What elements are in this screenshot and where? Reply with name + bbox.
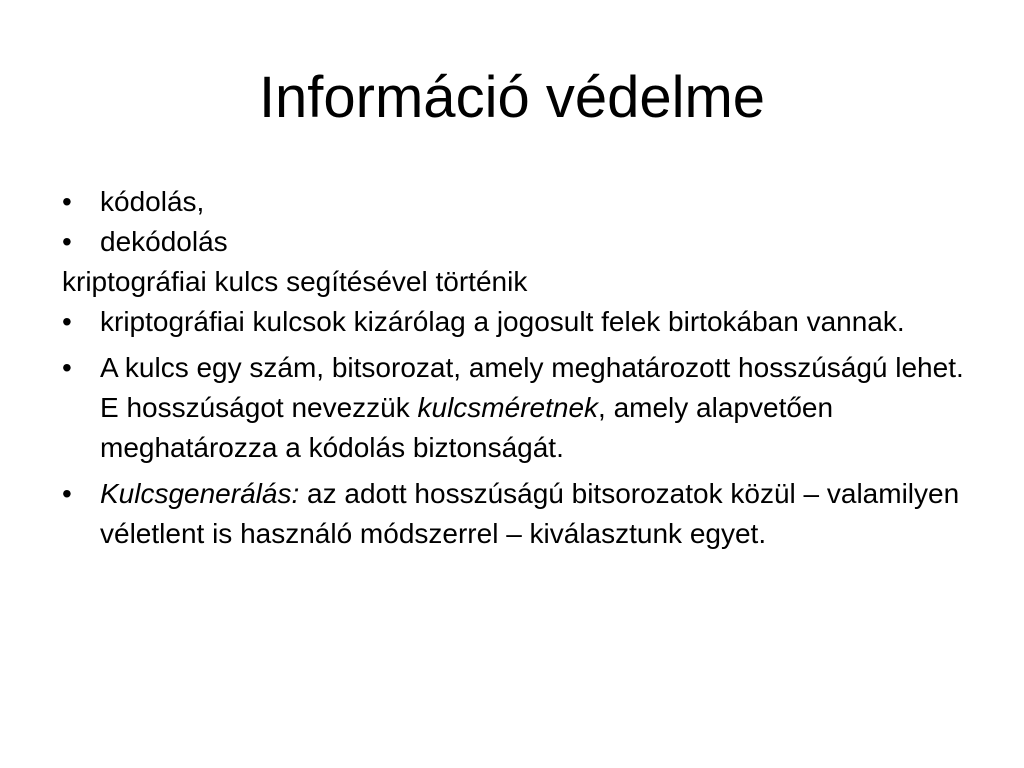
plain-text: kriptográfiai kulcs segítésével történik [62, 266, 528, 297]
bullet-text-before: A kulcs egy szám, bitsorozat, amely meghatározott hosszúságú lehet. E hosszúságot nevezzük [100, 352, 964, 423]
bullet-marker: • [62, 352, 72, 383]
bullet-marker: • [62, 186, 72, 217]
bullet-text: kriptográfiai kulcsok kizárólag a jogosult felek birtokában vannak. [100, 306, 905, 337]
bullet-marker: • [62, 226, 72, 257]
bullet-item-encoding [62, 182, 972, 222]
bullet-marker: • [62, 306, 72, 337]
bullet-item-key-definition [62, 348, 972, 468]
bullet-text-after: , amely alapvetően meghatározza a kódolás biztonságát. [100, 392, 834, 463]
bullet-item-key-generation [62, 474, 972, 554]
bullet-text: dekódolás [100, 226, 228, 257]
italic-term-key-generation: Kulcsgenerálás: [100, 478, 300, 509]
italic-term-key-size: kulcsméretnek [417, 392, 599, 423]
slide-title: Információ védelme [258, 65, 766, 130]
slide-body [62, 182, 972, 554]
bullet-item-decoding [62, 222, 972, 262]
bullet-marker: • [62, 478, 72, 509]
bullet-item-key-ownership [62, 302, 972, 342]
bullet-text: kódolás, [100, 186, 205, 217]
plain-text-line [62, 262, 972, 302]
bullet-text-after: az adott hosszúságú bitsorozatok közül – valamilyen véletlent is használó módszerrel – kiválasztunk egyet. [100, 478, 960, 549]
